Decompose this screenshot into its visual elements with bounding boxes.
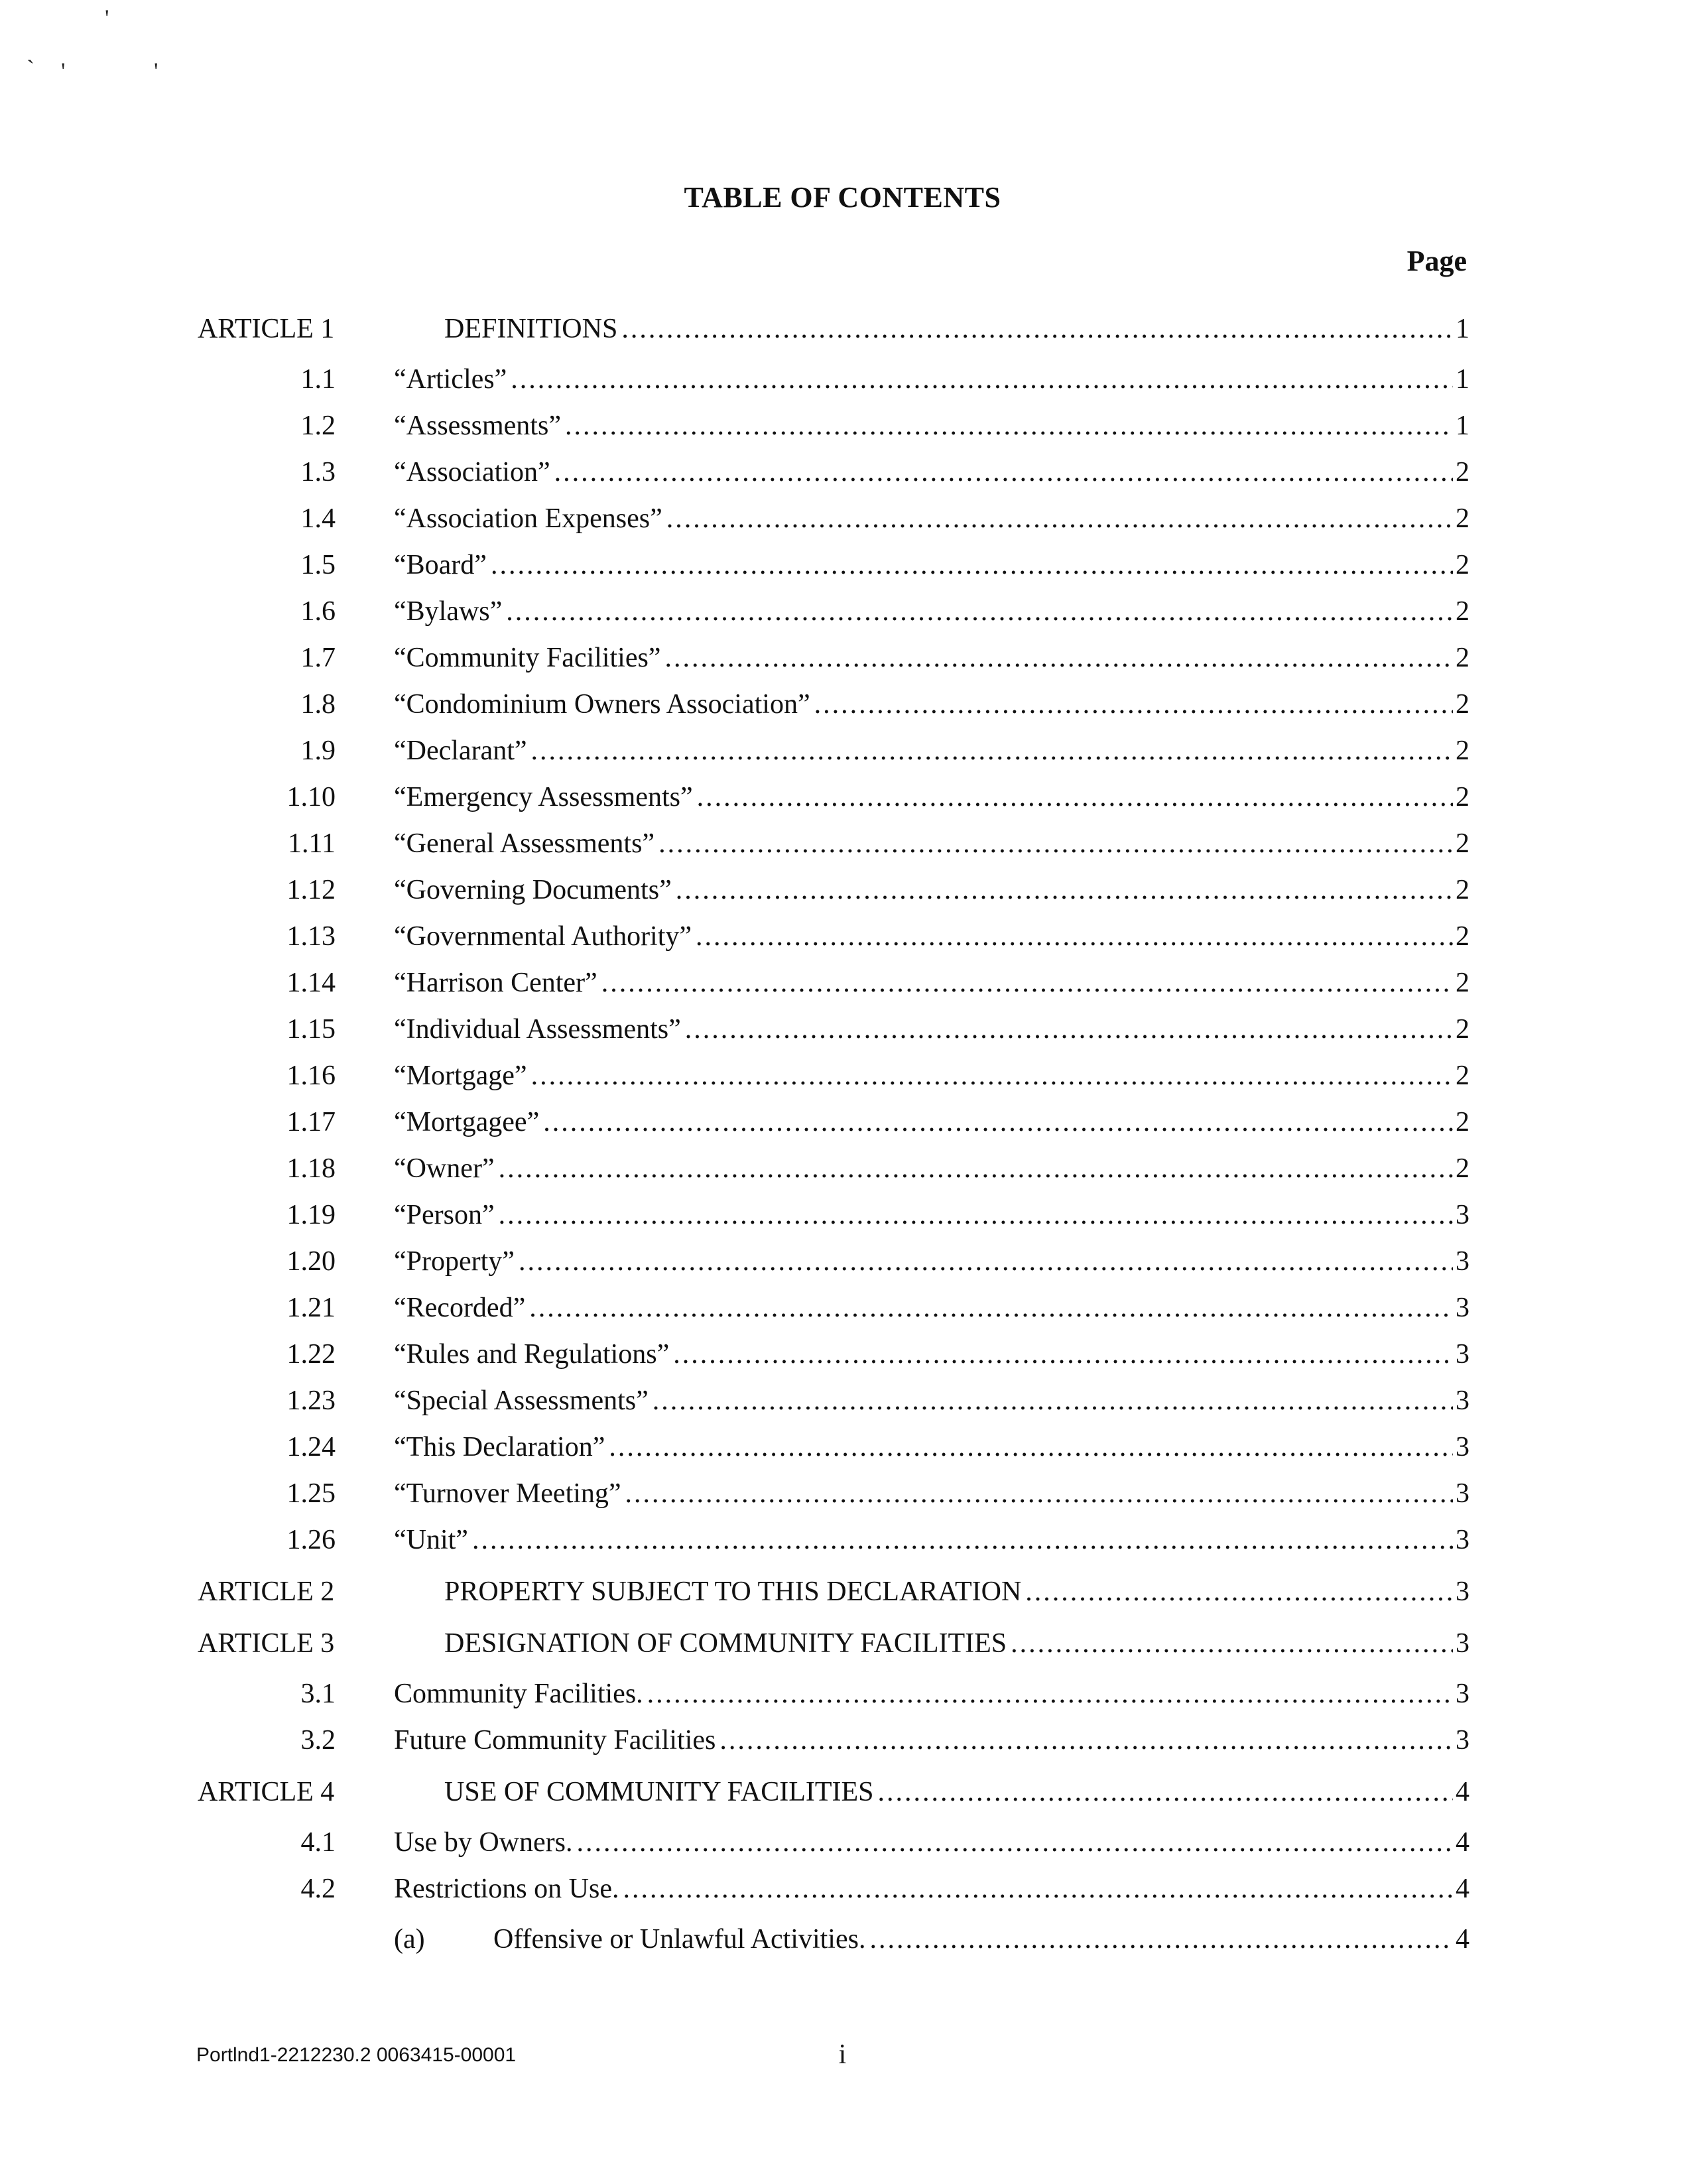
toc-entry-number: 1.10	[286, 782, 336, 812]
toc-entry-section	[0, 452, 1685, 492]
toc-entry-title: “Mortgagee”	[394, 1107, 540, 1137]
toc-dot-leader	[696, 917, 1453, 956]
toc-entry-line	[394, 452, 1469, 492]
toc-entry-page: 3	[1456, 1432, 1469, 1462]
toc-entry-title: “Owner”	[394, 1153, 495, 1184]
toc-entry-section	[0, 1381, 1685, 1421]
toc-entry-line	[394, 638, 1469, 678]
toc-entry-page: 2	[1456, 1060, 1469, 1091]
toc-entry-page: 2	[1456, 921, 1469, 952]
toc-entry-title: “Bylaws”	[394, 596, 503, 627]
toc-entry-number: 1.5	[300, 550, 336, 580]
toc-dot-leader	[499, 1195, 1453, 1235]
toc-entry-title: “Declarant”	[394, 736, 527, 766]
toc-entry-number: 3.1	[300, 1679, 336, 1709]
toc-dot-leader	[719, 1720, 1453, 1760]
toc-entry-line	[394, 684, 1469, 724]
toc-entry-line	[444, 1624, 1469, 1663]
toc-entry-number: 1.11	[288, 828, 336, 859]
toc-dot-leader	[529, 1288, 1453, 1328]
toc-entry-number: ARTICLE 4	[198, 1777, 335, 1807]
toc-entry-section	[0, 545, 1685, 585]
toc-dot-leader	[519, 1242, 1453, 1281]
toc-dot-leader	[511, 359, 1453, 399]
toc-dot-leader	[697, 777, 1453, 817]
toc-entry-line	[394, 406, 1469, 446]
toc-entry-section	[0, 499, 1685, 539]
toc-entry-line	[493, 1919, 1469, 1959]
toc-entry-number: ARTICLE 2	[198, 1576, 335, 1607]
toc-entry-line	[394, 870, 1469, 910]
toc-entry-section	[0, 870, 1685, 910]
toc-entry-section	[0, 1149, 1685, 1188]
toc-entry-page: 2	[1456, 1014, 1469, 1045]
toc-entry-number: 1.16	[286, 1060, 336, 1091]
scan-speck: '	[105, 5, 109, 31]
toc-entry-title: “General Assessments”	[394, 828, 655, 859]
toc-entry-title: “Emergency Assessments”	[394, 782, 693, 812]
toc-dot-leader	[623, 1869, 1453, 1909]
toc-entry-line	[394, 499, 1469, 539]
toc-entry-title: DEFINITIONS	[444, 314, 618, 344]
toc-entry-number: (a)	[394, 1924, 425, 1955]
toc-entry-section	[0, 731, 1685, 771]
scan-speck: '	[154, 58, 158, 84]
toc-dot-leader	[814, 684, 1453, 724]
toc-entry-section	[0, 1520, 1685, 1560]
toc-entry-article	[0, 1572, 1685, 1612]
toc-entry-number: 1.26	[286, 1525, 336, 1555]
toc-entry-line	[394, 1823, 1469, 1862]
toc-entry-title: “Association”	[394, 457, 550, 487]
toc-entry-page: 3	[1456, 1478, 1469, 1509]
toc-dot-leader	[531, 731, 1453, 771]
toc-entry-section	[0, 1056, 1685, 1096]
toc-entry-page: 2	[1456, 782, 1469, 812]
toc-dot-leader	[543, 1102, 1453, 1142]
toc-entry-page: 3	[1456, 1246, 1469, 1277]
toc-entry-section	[0, 684, 1685, 724]
toc-entry-number: 1.22	[286, 1339, 336, 1370]
toc-entry-page: 2	[1456, 1153, 1469, 1184]
toc-dot-leader	[869, 1919, 1453, 1959]
toc-entry-title: “Condominium Owners Association”	[394, 689, 810, 720]
toc-entry-number: 1.17	[286, 1107, 336, 1137]
toc-entry-title: “Property”	[394, 1246, 515, 1277]
toc-entry-line	[394, 1334, 1469, 1374]
toc-entry-title: “Governing Documents”	[394, 875, 672, 905]
toc-dot-leader	[664, 638, 1453, 678]
toc-entry-number: 1.3	[300, 457, 336, 487]
toc-entry-page: 2	[1456, 968, 1469, 998]
toc-entry-line	[394, 592, 1469, 631]
toc-entry-title: PROPERTY SUBJECT TO THIS DECLARATION	[444, 1576, 1022, 1607]
toc-entry-section	[0, 917, 1685, 956]
toc-entry-line	[394, 359, 1469, 399]
toc-entry-line	[394, 1869, 1469, 1909]
toc-dot-leader	[625, 1474, 1453, 1513]
toc-entry-page: 2	[1456, 550, 1469, 580]
toc-entry-section	[0, 1823, 1685, 1862]
toc-entry-page: 1	[1456, 411, 1469, 441]
toc-entry-number: 1.4	[300, 503, 336, 534]
toc-dot-leader	[673, 1334, 1453, 1374]
toc-entry-page: 4	[1456, 1827, 1469, 1858]
toc-dot-leader	[506, 592, 1453, 631]
toc-dot-leader	[499, 1149, 1453, 1188]
toc-entry-number: 1.18	[286, 1153, 336, 1184]
toc-entry-line	[394, 1056, 1469, 1096]
toc-entry-title: “Rules and Regulations”	[394, 1339, 670, 1370]
toc-entry-page: 3	[1456, 1200, 1469, 1230]
toc-entry-title: “This Declaration”	[394, 1432, 605, 1462]
toc-dot-leader	[1025, 1572, 1453, 1612]
toc-entry-line	[394, 824, 1469, 864]
toc-entry-title: “Turnover Meeting”	[394, 1478, 621, 1509]
scan-speck: `	[27, 55, 34, 82]
toc-entry-line	[394, 1720, 1469, 1760]
toc-entry-section	[0, 592, 1685, 631]
page-title: TABLE OF CONTENTS	[684, 181, 1001, 214]
footer-page-number: i	[838, 2039, 847, 2070]
toc-entry-section	[0, 1334, 1685, 1374]
toc-entry-number: 1.15	[286, 1014, 336, 1045]
toc-entry-section	[0, 1427, 1685, 1467]
toc-entry-page: 2	[1456, 828, 1469, 859]
toc-entry-title: Restrictions on Use.	[394, 1874, 619, 1904]
toc-entry-page: 4	[1456, 1874, 1469, 1904]
toc-dot-leader	[554, 452, 1453, 492]
toc-dot-leader	[666, 499, 1453, 539]
toc-dot-leader	[609, 1427, 1453, 1467]
toc-entry-title: “Assessments”	[394, 411, 561, 441]
toc-entry-title: “Special Assessments”	[394, 1385, 649, 1416]
toc-entry-page: 2	[1456, 503, 1469, 534]
toc-entry-page: 2	[1456, 689, 1469, 720]
toc-dot-leader	[1011, 1624, 1453, 1663]
toc-entry-page: 1	[1456, 364, 1469, 395]
toc-entry-number: ARTICLE 3	[198, 1628, 335, 1659]
toc-entry-line	[394, 545, 1469, 585]
toc-dot-leader	[472, 1520, 1453, 1560]
toc-entry-line	[394, 1149, 1469, 1188]
toc-dot-leader	[491, 545, 1453, 585]
toc-entry-title: “Association Expenses”	[394, 503, 662, 534]
toc-entry-section	[0, 1195, 1685, 1235]
toc-entry-number: 1.9	[300, 736, 336, 766]
toc-entry-line	[394, 963, 1469, 1003]
toc-entry-section	[0, 824, 1685, 864]
page-column-header: Page	[1406, 245, 1467, 277]
toc-dot-leader	[685, 1009, 1453, 1049]
toc-entry-section	[0, 359, 1685, 399]
toc-entry-number: 1.25	[286, 1478, 336, 1509]
toc-entry-sub	[0, 1919, 1685, 1959]
toc-entry-section	[0, 1288, 1685, 1328]
toc-entry-page: 3	[1456, 1576, 1469, 1607]
scan-speck: '	[61, 58, 66, 84]
toc-entry-page: 4	[1456, 1924, 1469, 1955]
toc-entry-line	[444, 1772, 1469, 1812]
toc-entry-title: “Recorded”	[394, 1293, 526, 1323]
toc-entry-number: 1.1	[300, 364, 336, 395]
toc-entry-line	[394, 917, 1469, 956]
toc-entry-title: “Community Facilities”	[394, 643, 661, 673]
toc-entry-line	[394, 1009, 1469, 1049]
toc-entry-line	[444, 1572, 1469, 1612]
toc-entry-title: “Governmental Authority”	[394, 921, 692, 952]
toc-entry-page: 2	[1456, 596, 1469, 627]
toc-entry-line	[394, 1520, 1469, 1560]
toc-entry-title: “Mortgage”	[394, 1060, 527, 1091]
toc-dot-leader	[601, 963, 1453, 1003]
toc-entry-section	[0, 1869, 1685, 1909]
toc-entry-section	[0, 1242, 1685, 1281]
toc-entry-number: 1.12	[286, 875, 336, 905]
toc-entry-section	[0, 1474, 1685, 1513]
toc-dot-leader	[621, 309, 1453, 349]
toc-entry-section	[0, 1102, 1685, 1142]
toc-entry-page: 3	[1456, 1525, 1469, 1555]
toc-dot-leader	[565, 406, 1453, 446]
toc-entry-page: 1	[1456, 314, 1469, 344]
toc-entry-number: 1.24	[286, 1432, 336, 1462]
toc-entry-article	[0, 1624, 1685, 1663]
toc-entry-page: 2	[1456, 457, 1469, 487]
toc-entry-title: Community Facilities.	[394, 1679, 643, 1709]
toc-entry-line	[394, 1427, 1469, 1467]
toc-dot-leader	[658, 824, 1453, 864]
toc-entry-number: 4.2	[300, 1874, 336, 1904]
toc-entry-page: 3	[1456, 1339, 1469, 1370]
toc-entry-page: 3	[1456, 1293, 1469, 1323]
toc-entry-title: Future Community Facilities	[394, 1725, 716, 1756]
toc-entry-section	[0, 1720, 1685, 1760]
toc-entry-number: 1.23	[286, 1385, 336, 1416]
toc-entry-line	[444, 309, 1469, 349]
toc-entry-number: 1.13	[286, 921, 336, 952]
toc-entry-title: DESIGNATION OF COMMUNITY FACILITIES	[444, 1628, 1007, 1659]
toc-dot-leader	[676, 870, 1453, 910]
toc-entry-section	[0, 1674, 1685, 1714]
toc-entry-article	[0, 309, 1685, 349]
toc-entry-line	[394, 731, 1469, 771]
toc-dot-leader	[878, 1772, 1453, 1812]
toc-entry-title: Offensive or Unlawful Activities.	[493, 1924, 866, 1955]
toc-entry-section	[0, 963, 1685, 1003]
toc-entry-title: “Harrison Center”	[394, 968, 597, 998]
toc-entry-page: 2	[1456, 736, 1469, 766]
toc-entry-line	[394, 1242, 1469, 1281]
toc-entry-number: 1.14	[286, 968, 336, 998]
toc-entry-number: 1.6	[300, 596, 336, 627]
toc-entry-line	[394, 1102, 1469, 1142]
toc-dot-leader	[653, 1381, 1453, 1421]
toc-entry-title: “Person”	[394, 1200, 495, 1230]
toc-entry-number: 3.2	[300, 1725, 336, 1756]
toc-entry-line	[394, 1674, 1469, 1714]
toc-entry-section	[0, 777, 1685, 817]
toc-entry-number: ARTICLE 1	[198, 314, 335, 344]
toc-entry-page: 4	[1456, 1777, 1469, 1807]
toc-dot-leader	[531, 1056, 1453, 1096]
toc-entry-line	[394, 1474, 1469, 1513]
footer-document-id: Portlnd1-2212230.2 0063415-00001	[196, 2044, 517, 2066]
toc-entry-title: “Individual Assessments”	[394, 1014, 681, 1045]
toc-dot-leader	[647, 1674, 1453, 1714]
toc-entry-line	[394, 777, 1469, 817]
toc-entry-title: “Articles”	[394, 364, 507, 395]
toc-entry-page: 2	[1456, 643, 1469, 673]
toc-entry-page: 3	[1456, 1725, 1469, 1756]
toc-entry-number: 1.21	[286, 1293, 336, 1323]
toc-entry-number: 4.1	[300, 1827, 336, 1858]
toc-entry-page: 3	[1456, 1385, 1469, 1416]
toc-entry-section	[0, 1009, 1685, 1049]
toc-entry-number: 1.2	[300, 411, 336, 441]
toc-entry-line	[394, 1195, 1469, 1235]
toc-dot-leader	[576, 1823, 1453, 1862]
toc-entry-page: 2	[1456, 1107, 1469, 1137]
toc-entry-number: 1.7	[300, 643, 336, 673]
toc-entry-line	[394, 1381, 1469, 1421]
toc-entry-article	[0, 1772, 1685, 1812]
toc-entry-number: 1.19	[286, 1200, 336, 1230]
toc-entry-section	[0, 406, 1685, 446]
toc-entry-number: 1.8	[300, 689, 336, 720]
toc-entry-title: Use by Owners.	[394, 1827, 573, 1858]
toc-entry-page: 2	[1456, 875, 1469, 905]
toc-entry-title: USE OF COMMUNITY FACILITIES	[444, 1777, 874, 1807]
toc-entry-line	[394, 1288, 1469, 1328]
toc-entry-page: 3	[1456, 1679, 1469, 1709]
toc-entry-number: 1.20	[286, 1246, 336, 1277]
toc-entry-page: 3	[1456, 1628, 1469, 1659]
toc-entry-title: “Board”	[394, 550, 487, 580]
toc-entry-title: “Unit”	[394, 1525, 468, 1555]
toc-entry-section	[0, 638, 1685, 678]
